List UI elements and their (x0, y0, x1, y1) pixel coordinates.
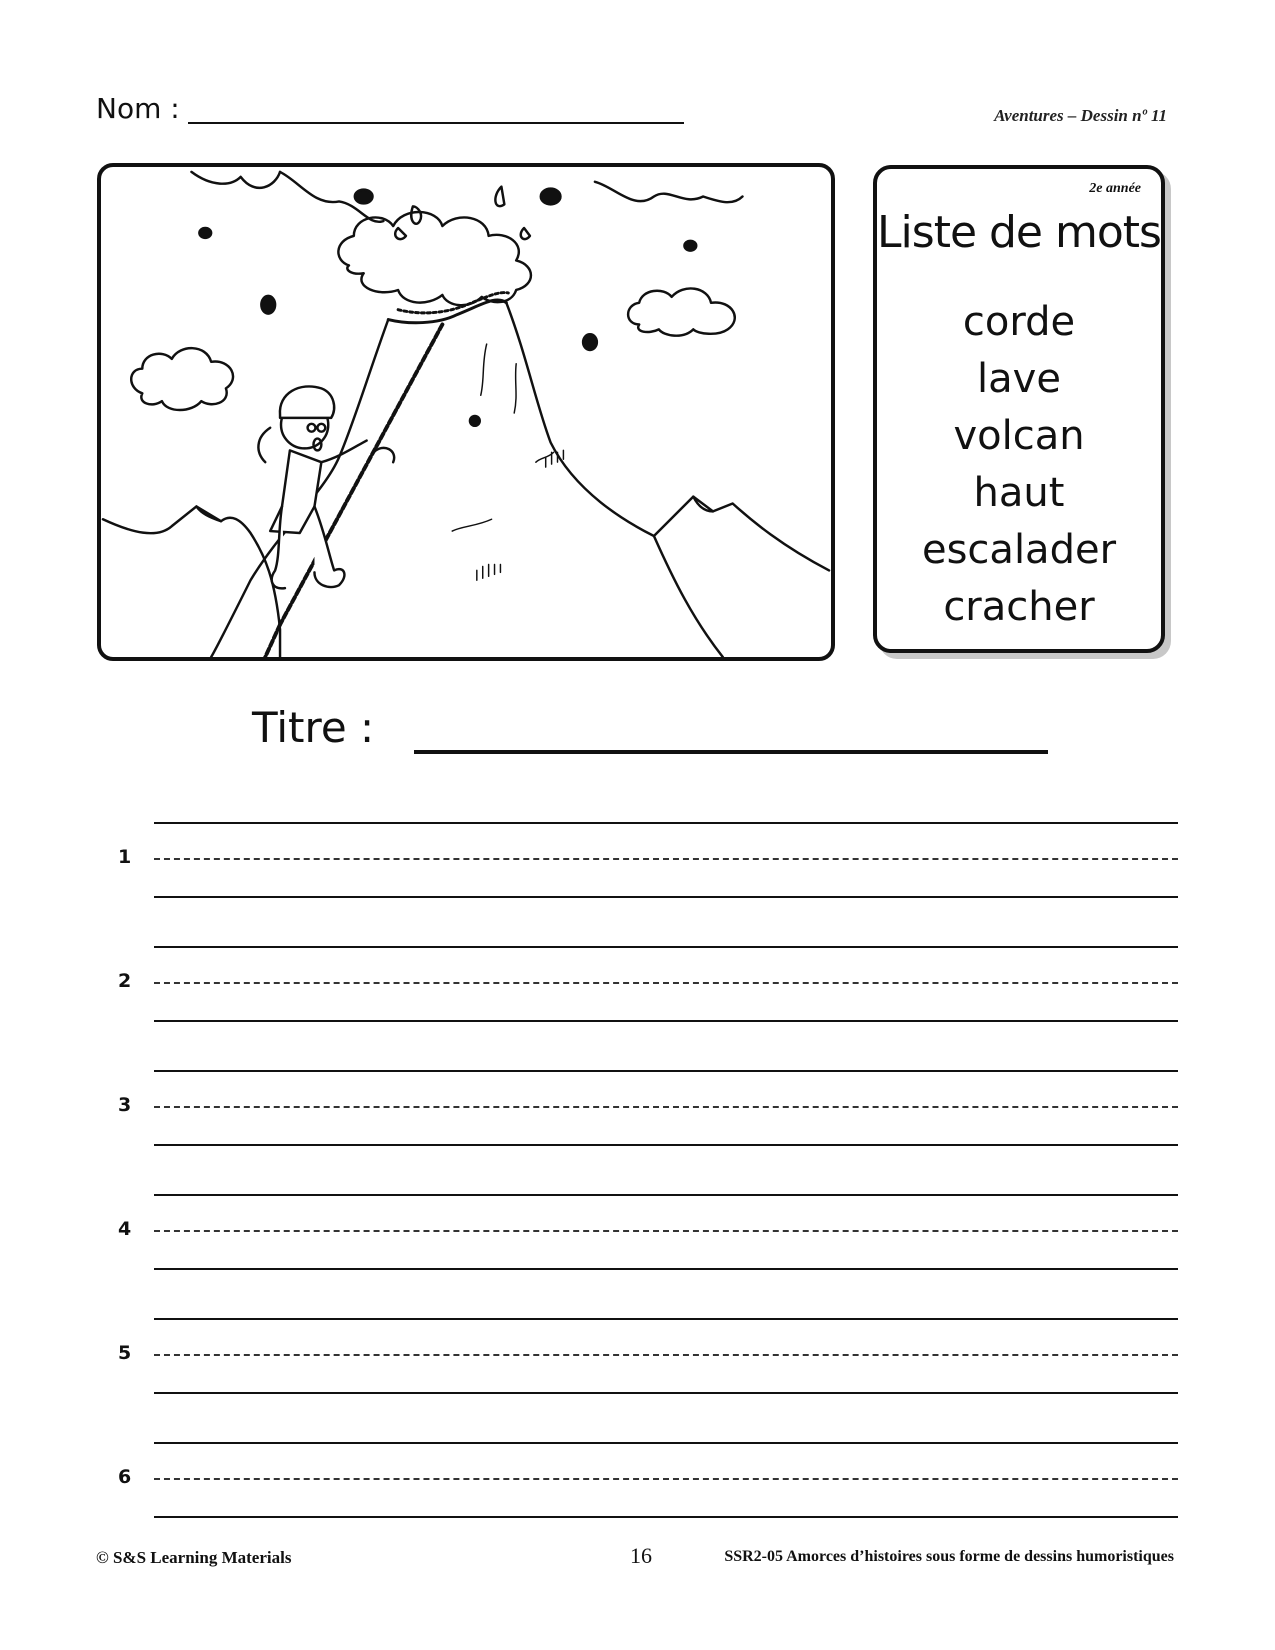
line-top (154, 1318, 1178, 1320)
writing-line-1[interactable] (0, 822, 1275, 902)
line-mid (154, 1354, 1178, 1356)
line-mid (154, 858, 1178, 860)
writing-line-5[interactable] (0, 1318, 1275, 1398)
line-number: 2 (118, 970, 132, 992)
word-item: haut (973, 470, 1065, 516)
line-bottom (154, 1144, 1178, 1146)
line-mid (154, 1106, 1178, 1108)
series-label: Aventures – Dessin nº 11 (994, 106, 1167, 125)
writing-line-2[interactable] (0, 946, 1275, 1026)
word-item: escalader (921, 527, 1117, 573)
line-number: 5 (118, 1342, 132, 1364)
name-label: Nom : (96, 92, 180, 125)
word-item: cracher (943, 584, 1095, 630)
word-list-title: Liste de mots (877, 207, 1161, 258)
line-bottom (154, 1268, 1178, 1270)
line-number: 4 (118, 1218, 132, 1240)
line-top (154, 946, 1178, 948)
book-title: SSR2-05 Amorces d’histoires sous forme de dessins humoristiques (724, 1548, 1174, 1565)
line-bottom (154, 896, 1178, 898)
line-mid (154, 1478, 1178, 1480)
line-top (154, 822, 1178, 824)
line-top (154, 1070, 1178, 1072)
line-number: 3 (118, 1094, 132, 1116)
line-bottom (154, 1516, 1178, 1518)
line-mid (154, 1230, 1178, 1232)
writing-line-3[interactable] (0, 1070, 1275, 1150)
line-number: 1 (118, 846, 132, 868)
title-label: Titre : (252, 703, 375, 752)
grade-label: 2e année (1089, 181, 1141, 196)
writing-line-6[interactable] (0, 1442, 1275, 1522)
writing-line-4[interactable] (0, 1194, 1275, 1274)
line-number: 6 (118, 1466, 132, 1488)
line-mid (154, 982, 1178, 984)
page-number: 16 (630, 1543, 652, 1568)
word-item: corde (962, 299, 1076, 345)
line-top (154, 1442, 1178, 1444)
copyright: © S&S Learning Materials (96, 1548, 292, 1567)
word-item: volcan (953, 413, 1085, 459)
word-item: lave (977, 356, 1061, 402)
line-bottom (154, 1392, 1178, 1394)
line-top (154, 1194, 1178, 1196)
line-bottom (154, 1020, 1178, 1022)
